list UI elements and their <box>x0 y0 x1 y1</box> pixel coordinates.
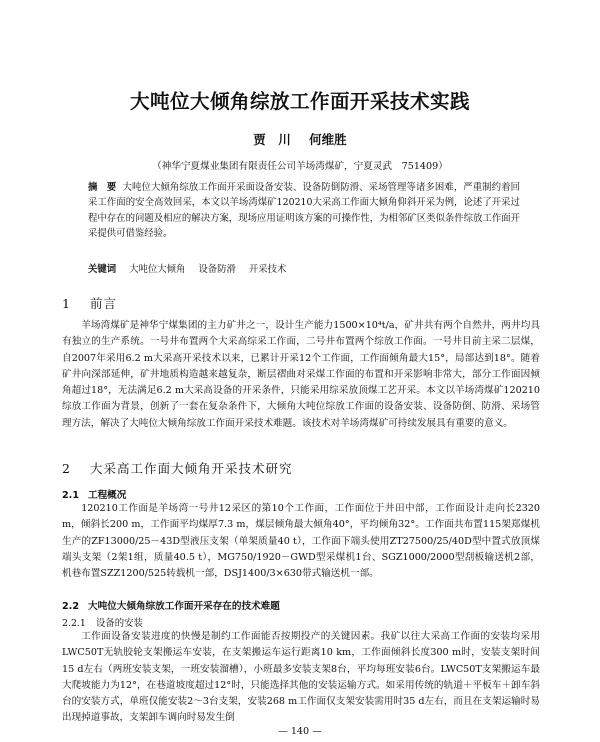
intro-paragraph: 羊场湾煤矿是神华宁煤集团的主力矿井之一，设计生产能力1500×10⁴t/a，矿井共有两个自然井，两井均具有独立的生产系统。一号井布置两个大采高综采工作面，二号井布置两个综放工作面。一号井目前主采二层煤，自2007年采用6.2 m大采高开采技术以来，已累计开采12个工作面，工作面倾角最大15°，局部达到18°。随着矿井向深部延伸，矿井地质构造越来越复杂，断层褶曲对采煤工作面的布置和开采影响非常大，部分工作面因倾角超过18°，无法满足6.2 m大采高设备的开采条件，只能采用综采放顶煤工艺开采。本文以羊场湾煤矿120210综放工作面为背景，创新了一套在复杂条件下，大倾角大吨位综放工作面的设备安装、设备防倒、防滑、采场管理方法，解决了大吨位大倾角综放工作面开采技术难题。该技术对羊场湾煤矿可持续发展具有重要的意义。 <box>62 320 540 429</box>
overview-paragraph: 120210工作面是羊场湾一号井12采区的第10个工作面，工作面位于井田中部，工作面设计走向长2320 m，倾斜长200 m，工作面平均煤厚7.3 m，煤层倾角最大倾角40°，平均倾角32°。工作面共布置115架郑煤机生产的ZF13000/25－43D型液压支架（单架质量40 t），工作面下端头使用ZT27500/25/40D型中置式放顶煤端头支架（2架1组，质量40.5 t），MG750/1920－GWD型采煤机1台、SGZ1000/2000型刮板输送机2部，机巷布置SZZ1200/525转载机一部，DSJ1400/3×630带式输送机一部。 <box>62 503 540 580</box>
author-name: 贾 川 <box>253 132 291 147</box>
subsection-heading-2-2-1 <box>62 615 143 629</box>
keyword: 设备防滑 <box>198 264 236 275</box>
abstract-text: 大吨位大倾角综放工作面开采面设备安装、设备防倒防滑、采场管理等诸多困难，严重制约着回采工作面的安全高效回采，本文以羊场湾煤矿120210大采高工作面大倾角仰斜开采为例，论述了开采过程中存在的问题及相应的解决方案，现场应用证明该方案的可操作性，为相邻矿区类似条件综放工作面开采提供可借鉴经验。 <box>88 182 520 239</box>
keyword: 开采技术 <box>248 264 287 275</box>
paper-title: 大吨位大倾角综放工作面开采技术实践 <box>129 90 470 113</box>
subsection-heading-2-2 <box>62 598 280 612</box>
subsection-number: 2.1 <box>62 490 79 501</box>
subsection-title: 设备的安装 <box>96 618 143 629</box>
section-title: 前言 <box>90 296 118 311</box>
section-heading-1 <box>62 294 117 312</box>
keyword: 大吨位大倾角 <box>129 264 186 275</box>
section-heading-2 <box>62 459 293 477</box>
install-paragraph: 工作面设备安装进度的快慢是制约工作面能否按期投产的关键因素。我矿以往大采高工作面的安装均采用LWC50T无轨胶轮支架搬运车安装，在支架搬运车运行距离10 km，工作面倾斜长度300 m时，安装支架时间15 d左右（两班安装支架，一班安装溜槽），小班最多安装支架8台，平均每班安装6台。LWC50T支架搬运车最大爬坡能力为12°，在巷道坡度超过12°时，只能选择其他的安装运输方式。如采用传统的轨道＋平板车＋卸车斜台的安装方式，单班仅能安装2～3台支架，安装268 m工作面仅支架安装需用时35 d左右，而且在支架运输时易出现掉道事故，支架卸车调向时易发生倒 <box>62 631 540 724</box>
abstract-block <box>88 180 520 241</box>
subsection-number: 2.2 <box>62 601 79 612</box>
author-line <box>0 130 600 148</box>
section-title: 大采高工作面大倾角开采技术研究 <box>90 461 293 476</box>
page-number: — 140 — <box>278 726 322 737</box>
section-number: 1 <box>62 296 71 311</box>
subsection-heading-2-1 <box>62 487 126 501</box>
keywords-label: 关键词 <box>88 264 117 275</box>
author-name: 何维胜 <box>309 132 347 147</box>
abstract-label: 摘 要 <box>88 182 117 193</box>
section-number: 2 <box>62 461 71 476</box>
affiliation: （神华宁夏煤业集团有限责任公司羊场湾煤矿，宁夏灵武 751409） <box>152 161 448 172</box>
subsection-number: 2.2.1 <box>62 618 86 629</box>
keywords-line <box>88 261 520 275</box>
subsection-title: 大吨位大倾角综放工作面开采存在的技术难题 <box>88 601 280 612</box>
subsection-title: 工程概况 <box>88 490 127 501</box>
